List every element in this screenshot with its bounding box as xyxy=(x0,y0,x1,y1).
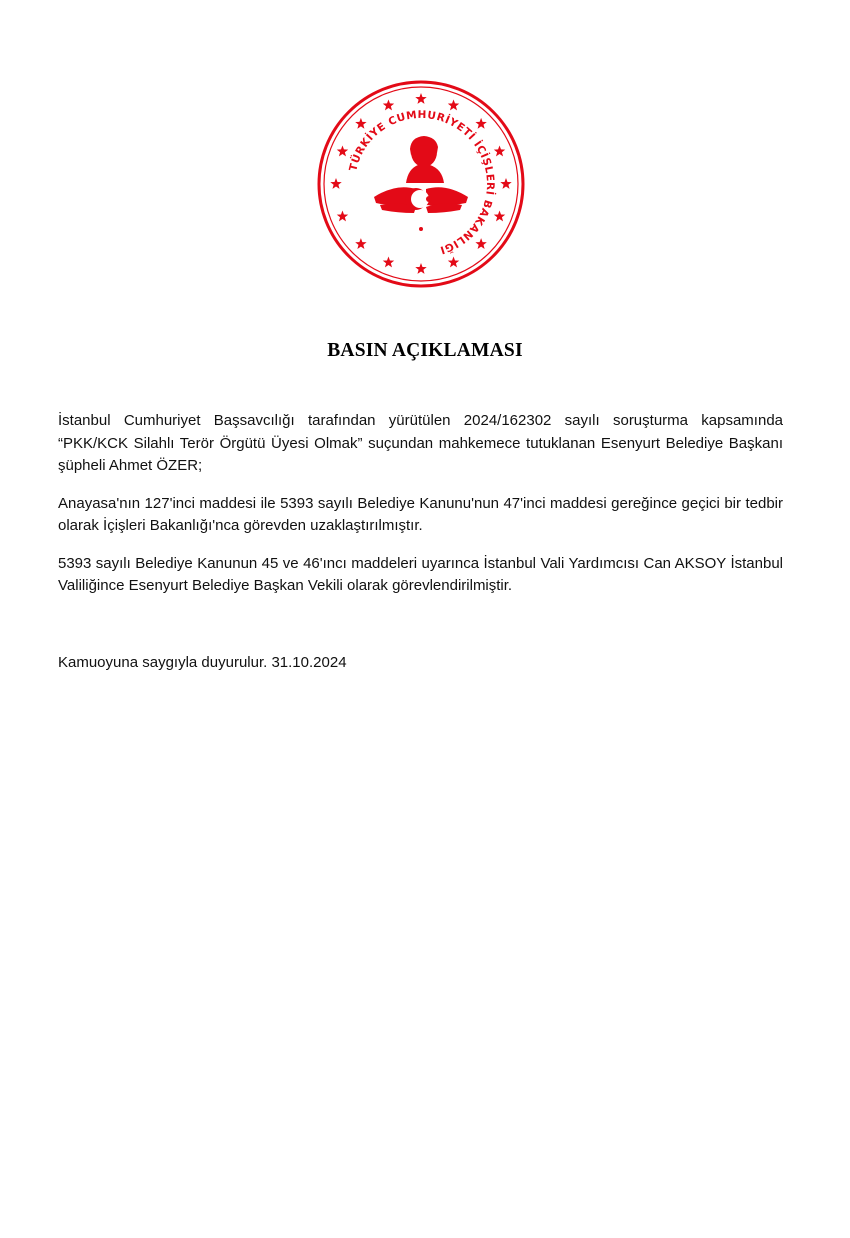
seal-star-icon xyxy=(337,211,348,222)
bust-icon xyxy=(406,136,444,183)
seal-star-icon xyxy=(448,257,459,268)
seal-ring-text: TÜRKİYE CUMHURİYETİ İÇİŞLERİ BAKANLIĞI xyxy=(347,108,497,257)
seal-star-icon xyxy=(355,118,366,129)
closing-line: Kamuoyuna saygıyla duyurulur. 31.10.2024 xyxy=(58,654,347,671)
seal-star-icon xyxy=(383,99,394,110)
seal-dot xyxy=(419,227,423,231)
paragraph-2: Anayasa'nın 127'inci maddesi ile 5393 sayılı Belediye Kanunu'nun 47'inci maddesi gereğince geçici bir tedbir olarak İçişleri Bakanlığı'nca görevden uzaklaştırılmıştır. xyxy=(58,494,783,534)
seal-star-icon xyxy=(500,178,511,189)
seal-graphic xyxy=(316,79,526,289)
seal-star-icon xyxy=(383,257,394,268)
paragraph-3: 5393 sayılı Belediye Kanunun 45 ve 46'ıncı maddeleri uyarınca İstanbul Vali Yardımcısı Can AKSOY İstanbul Valiliğince Esenyurt Belediye Başkan Vekili olarak görevlendirilmiştir. xyxy=(58,554,783,594)
seal-star-icon xyxy=(475,238,486,249)
crescent-wings-icon xyxy=(374,187,468,213)
seal-star-icon xyxy=(494,145,505,156)
paragraph-1: İstanbul Cumhuriyet Başsavcılığı tarafından yürütülen 2024/162302 sayılı soruşturma kapsamında “PKK/KCK Silahlı Terör Örgütü Üyesi Olmak” suçundan mahkemece tutuklanan Esenyurt Belediye Başkanı şüpheli Ahmet ÖZER; xyxy=(58,412,783,474)
seal-star-icon xyxy=(330,178,341,189)
seal-star-icon xyxy=(415,263,426,274)
seal-star-icon xyxy=(355,238,366,249)
press-release-body xyxy=(58,410,783,613)
page-title: BASIN AÇIKLAMASI xyxy=(327,340,523,361)
seal-star-icon xyxy=(415,93,426,104)
ministry-seal-icon xyxy=(316,79,526,289)
seal-star-icon xyxy=(337,145,348,156)
seal-star-icon xyxy=(475,118,486,129)
seal-star-icon xyxy=(494,211,505,222)
seal-star-icon xyxy=(448,99,459,110)
